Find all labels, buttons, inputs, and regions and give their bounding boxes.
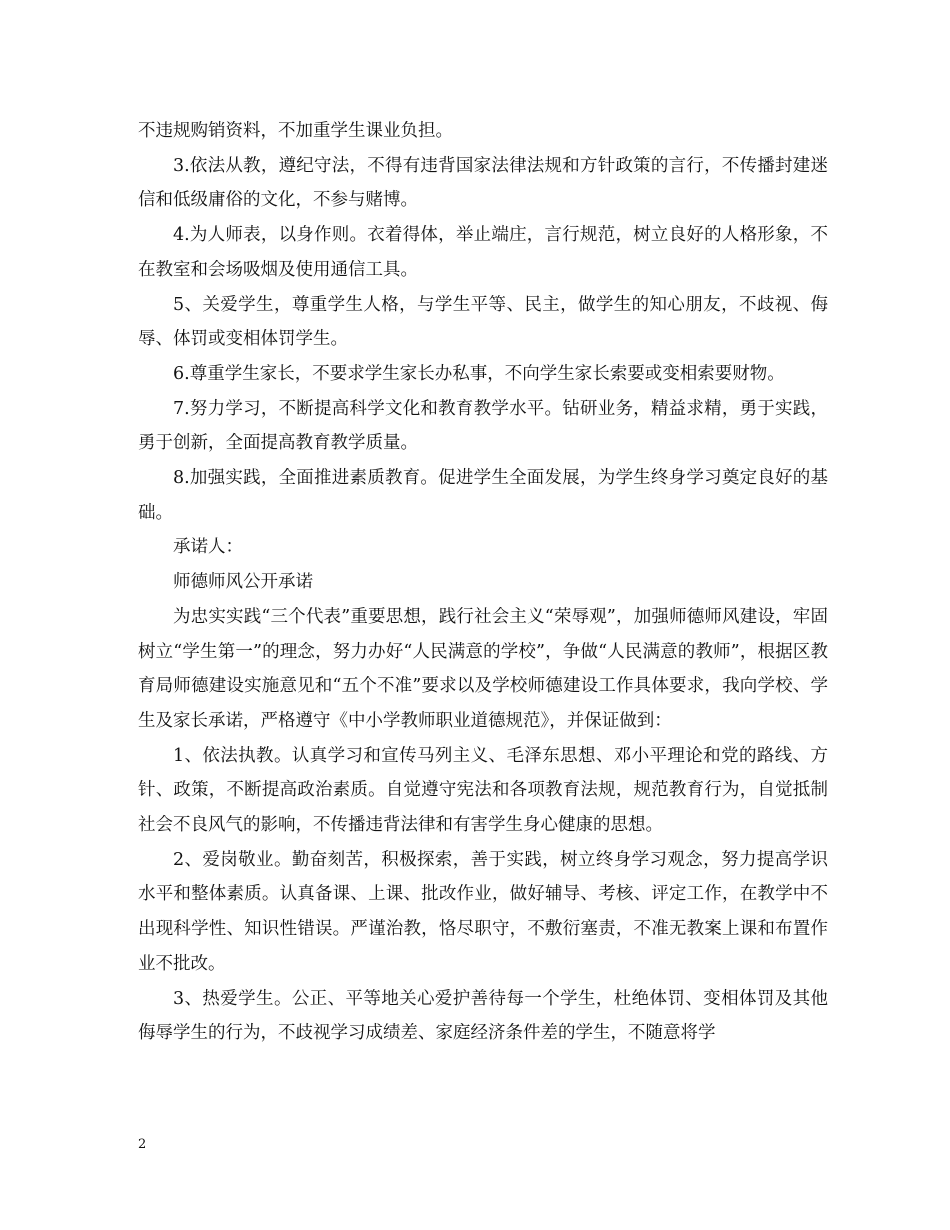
paragraph-item-8: 8.加强实践，全面推进素质教育。促进学生全面发展，为学生终身学习奠定良好的基础。: [138, 468, 828, 523]
paragraph-item-5: 5、关爱学生，尊重学生人格，与学生平等、民主，做学生的知心朋友，不歧视、侮辱、体罚或变相体罚学生。: [138, 294, 828, 350]
signatory-label: 承诺人：: [173, 537, 243, 558]
paragraph-item-3: 3.依法从教，遵纪守法，不得有违背国家法律法规和方针政策的言行，不传播封建迷信和低级庸俗的文化，不参与赌博。: [138, 155, 828, 211]
paragraph-continuation: 不违规购销资料，不加重学生课业负担。: [138, 121, 453, 141]
paragraph-item-4: 4.为人师表，以身作则。衣着得体，举止端庄，言行规范，树立良好的人格形象，不在教室和会场吸烟及使用通信工具。: [138, 225, 828, 280]
paragraph-item-6: 6.尊重学生家长，不要求学生家长办私事，不向学生家长索要或变相索要财物。: [173, 363, 785, 384]
document-body: [138, 114, 828, 1051]
section-title: 师德师风公开承诺: [173, 572, 313, 593]
page-number: 2: [138, 1137, 147, 1152]
paragraph-pledge-3: 3、热爱学生。公正、平等地关心爱护善待每一个学生，杜绝体罚、变相体罚及其他侮辱学生的行为，不歧视学习成绩差、家庭经济条件差的学生，不随意将学: [138, 988, 828, 1044]
paragraph-intro: 为忠实实践“三个代表”重要思想，践行社会主义“荣辱观”，加强师德师风建设，牢固树立“学生第一”的理念，努力办好“人民满意的学校”，争做“人民满意的教师”，根据区教育局师德建设实施意见和“五个不准”要求以及学校师德建设工作具体要求，我向学校、学生及家长承诺，严格遵守《中小学教师职业道德规范》，并保证做到：: [138, 606, 828, 731]
paragraph-item-7: 7.努力学习，不断提高科学文化和教育教学水平。钻研业务，精益求精，勇于实践，勇于创新，全面提高教育教学质量。: [138, 398, 828, 454]
paragraph-pledge-1: 1、依法执教。认真学习和宣传马列主义、毛泽东思想、邓小平理论和党的路线、方针、政策，不断提高政治素质。自觉遵守宪法和各项教育法规，规范教育行为，自觉抵制社会不良风气的影响，不传播违背法律和有害学生身心健康的思想。: [138, 745, 828, 836]
paragraph-pledge-2: 2、爱岗敬业。勤奋刻苦，积极探索，善于实践，树立终身学习观念，努力提高学识水平和整体素质。认真备课、上课、批改作业，做好辅导、考核、评定工作，在教学中不出现科学性、知识性错误。严谨治教，恪尽职守，不敷衍塞责，不准无教案上课和布置作业不批改。: [138, 849, 828, 974]
